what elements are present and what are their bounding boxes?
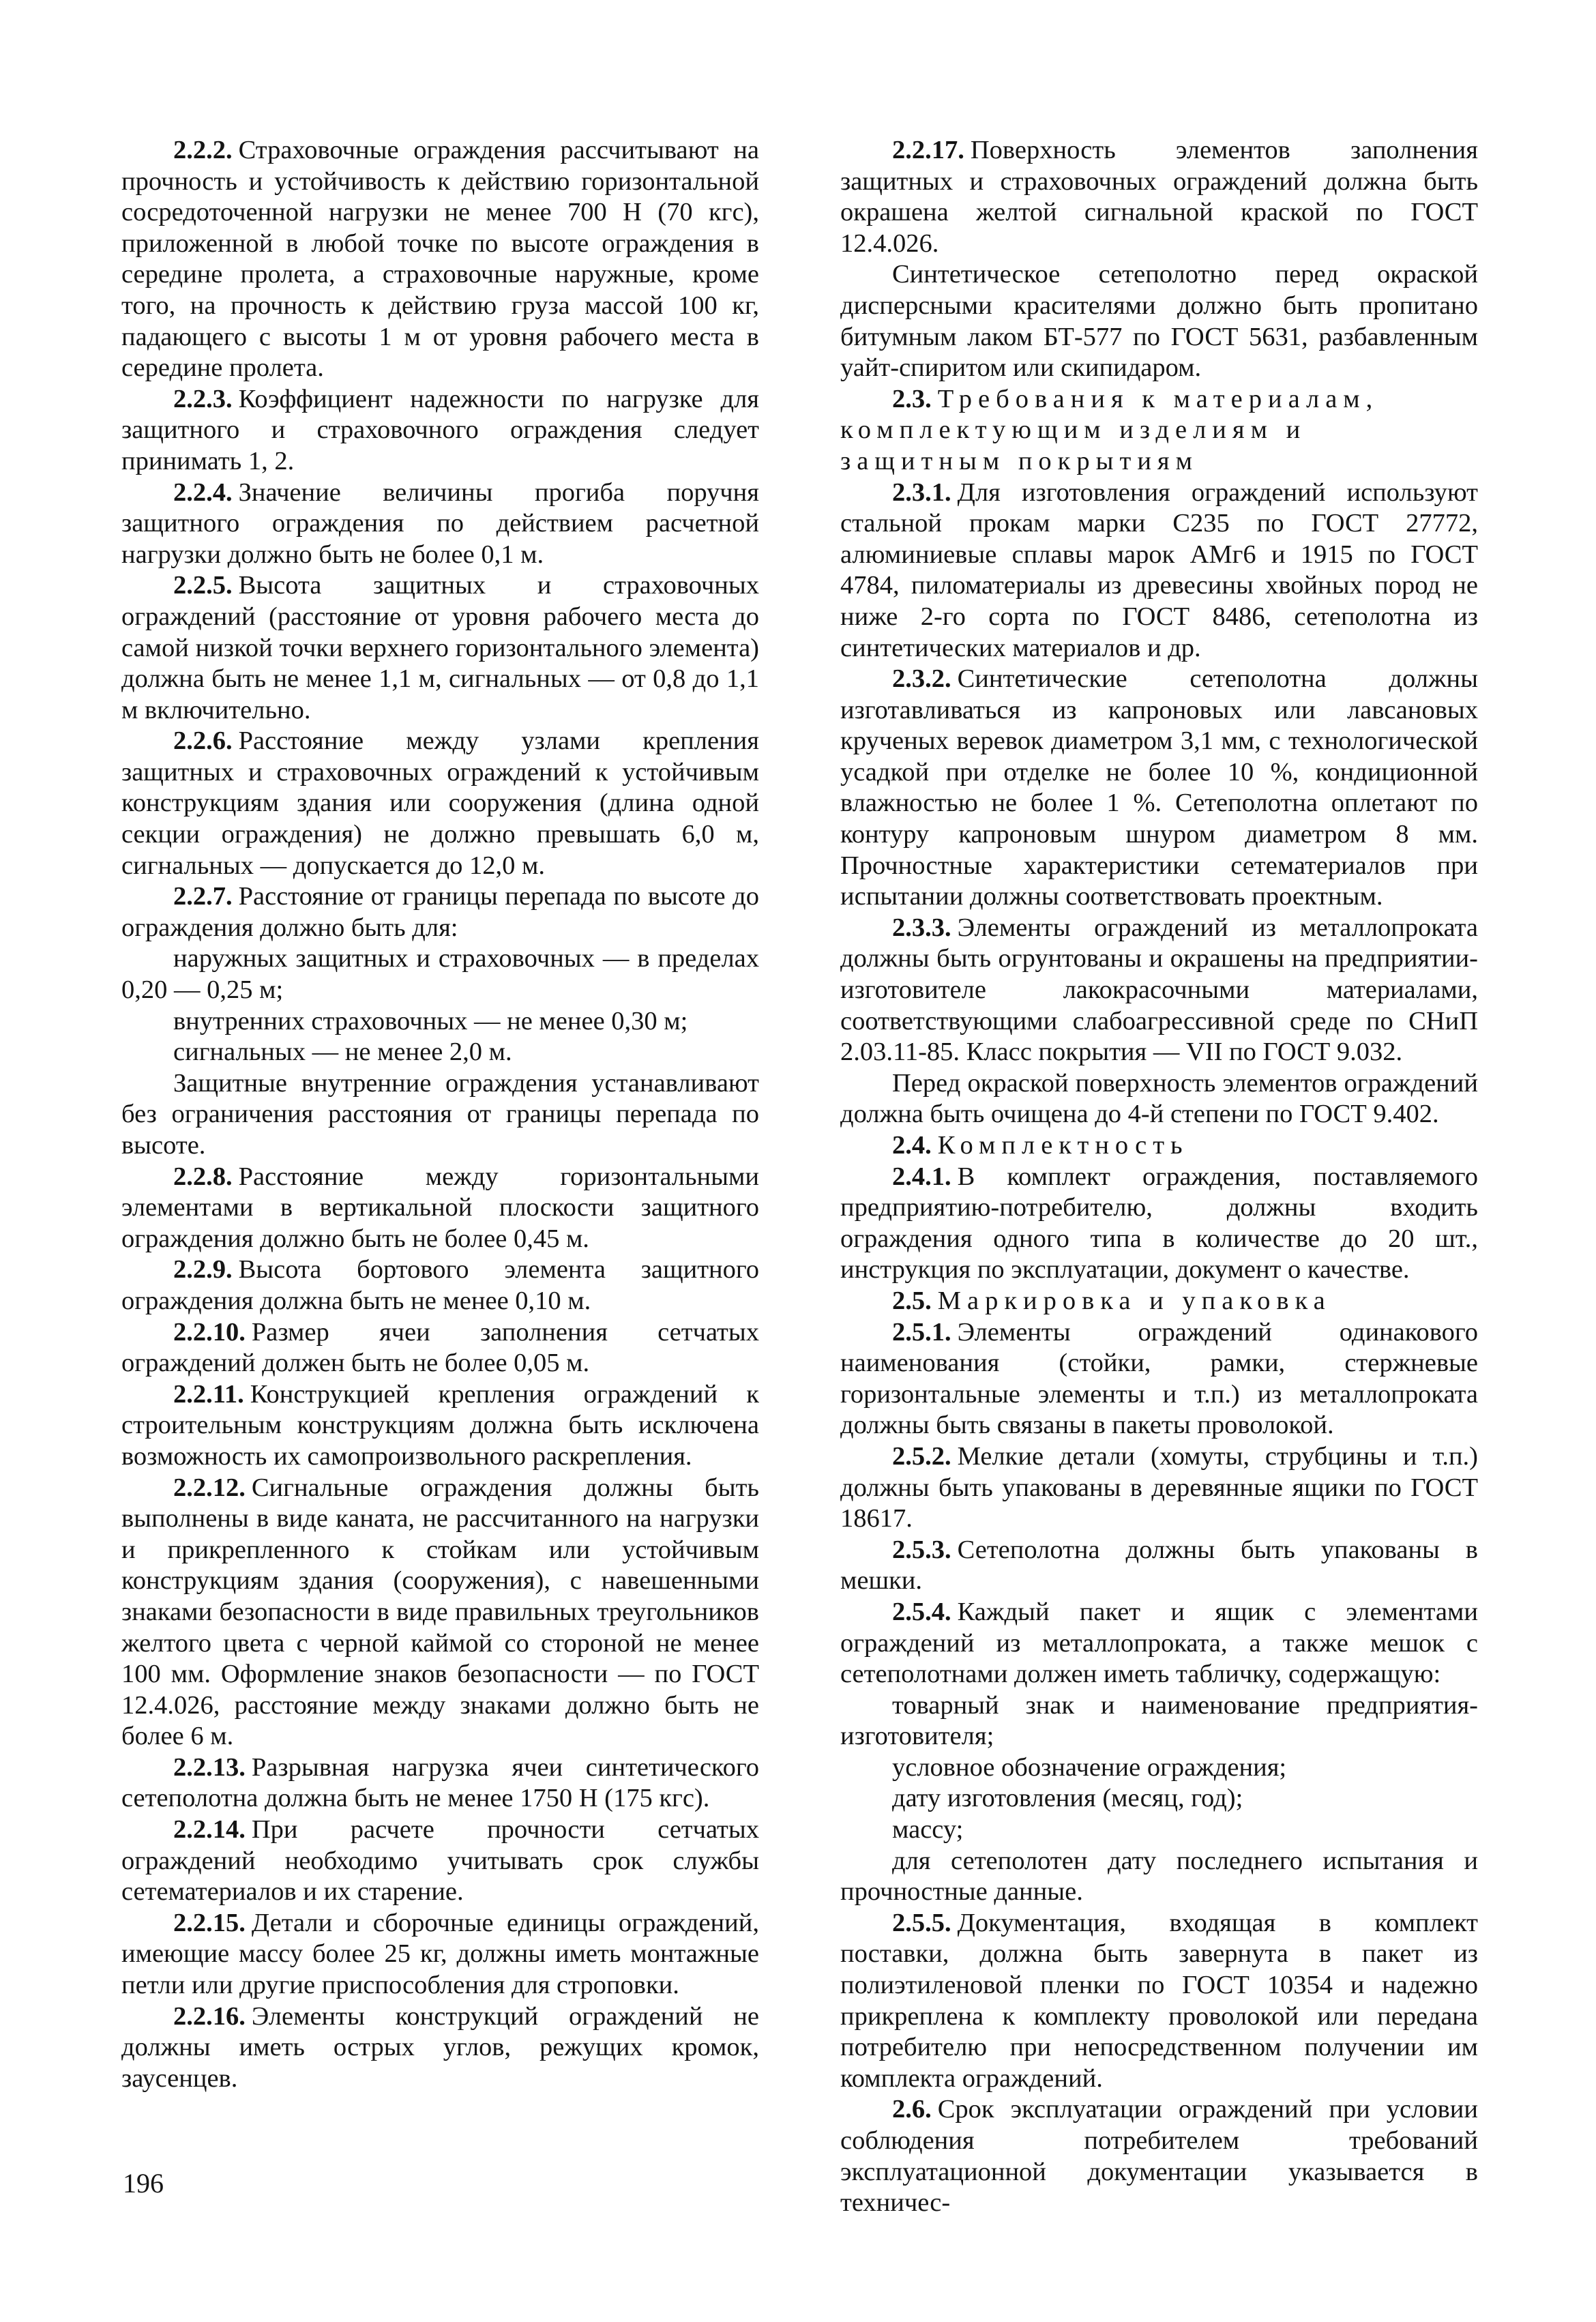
list-item-trademark: товарный знак и наименование предприятия-изготовителя; (840, 1690, 1478, 1751)
paragraph-internal-barriers: Защитные внутренние ограждения устанавливают без ограничения расстояния от границы перепада по высоте. (121, 1068, 759, 1160)
clause-2-2-7: 2.2.7. Расстояние от границы перепада по высоте до ограждения должно быть для: (121, 882, 759, 942)
clause-2-2-9: 2.2.9. Высота бортового элемента защитного ограждения должна быть не менее 0,10 м. (121, 1255, 759, 1315)
section-heading-2-4: 2.4. Комплектность (892, 1131, 1189, 1160)
clause-2-6: 2.6. Срок эксплуатации ограждений при условии соблюдения потребителем требований эксплуатационной документации указывается в техничес- (840, 2095, 1478, 2218)
clause-2-3-3: 2.3.3. Элементы ограждений из металлопроката должны быть огрунтованы и окрашены на предприятии-изготовителе лакокрасочными материалами, соответствующими слабоагрессивной среде по СНиП 2.03.11-85. Класс покрытия — VII по ГОСТ 9.032. (840, 913, 1478, 1067)
clause-2-2-12: 2.2.12. Сигнальные ограждения должны быть выполнены в виде каната, не рассчитанного на нагрузки и прикрепленного к стойкам или устойчивым конструкциям здания (сооружения), с навешенными знаками безопасности в виде правильных треугольников желтого цвета с черной каймой со стороной не менее 100 мм. Оформление знаков безопасности — по ГОСТ 12.4.026, расстояние между знаками должно быть не более 6 м. (121, 1473, 759, 1751)
right-column (840, 135, 1478, 2219)
list-item-mass: массу; (892, 1815, 964, 1845)
list-item-external: наружных защитных и страховочных — в пределах 0,20 — 0,25 м; (121, 944, 759, 1005)
list-item-internal: внутренних страховочных — не менее 0,30 м; (173, 1006, 688, 1035)
clause-2-2-15: 2.2.15. Детали и сборочные единицы ограждений, имеющие массу более 25 кг, должны иметь монтажные петли или другие приспособления для строповки. (121, 1908, 759, 2000)
clause-2-2-2: 2.2.2. Страховочные ограждения рассчитывают на прочность и устойчивость к действию горизонтальной сосредоточенной нагрузки не менее 700 Н (70 кгс), приложенной в любой точке по высоте ограждения в середине пролета, а страховочные наружные, кроме того, на прочность к действию груза массой 100 кг, падающего с высоты 1 м от уровня рабочего места в середине пролета. (121, 136, 759, 383)
paragraph-synthetic-net: Синтетическое сетеполотно перед окраской дисперсными красителями должно быть пропитано битумным лаком БТ-577 по ГОСТ 5631, разбавленным уайт-спиритом или скипидаром. (840, 260, 1478, 383)
list-item-signal: сигнальных — не менее 2,0 м. (173, 1038, 512, 1067)
clause-2-5-4: 2.5.4. Каждый пакет и ящик с элементами ограждений из металлопроката, а также мешок с сетеполотнами должен иметь табличку, содержащую: (840, 1597, 1478, 1689)
list-item-date: дату изготовления (месяц, год); (892, 1784, 1243, 1813)
clause-2-2-11: 2.2.11. Конструкцией крепления ограждений к строительным конструкциям должна быть исключена возможность их самопроизвольного раскрепления. (121, 1379, 759, 1471)
section-heading-2-5: 2.5. Маркировка и упаковка (892, 1286, 1331, 1315)
clause-2-2-4: 2.2.4. Значение величины прогиба поручня защитного ограждения по действием расчетной нагрузки должно быть не более 0,1 м. (121, 477, 759, 569)
list-item-test-date: для сетеполотен дату последнего испытания и прочностные данные. (840, 1846, 1478, 1907)
clause-2-3-1: 2.3.1. Для изготовления ограждений используют стальной прокам марки С235 по ГОСТ 27772, алюминиевые сплавы марок АМг6 и 1915 по ГОСТ 4784, пиломатериалы из древесины хвойных пород не ниже 2-го сорта по ГОСТ 8486, сетеполотна из синтетических материалов и др. (840, 477, 1478, 662)
clause-2-3-2: 2.3.2. Синтетические сетеполотна должны изготавливаться из капроновых или лавсановых крученых веревок диаметром 3,1 мм, с технологической усадкой при отделке не более 10 %, кондиционной влажностью не более 1 %. Сетеполотна оплетают по контуру капроновым шнуром диаметром 8 мм. Прочностные характеристики сетематериалов при испытании должны соответствовать проектным. (840, 664, 1478, 911)
clause-2-2-16: 2.2.16. Элементы конструкций ограждений не должны иметь острых углов, режущих кромок, заусенцев. (121, 2001, 759, 2093)
clause-2-2-8: 2.2.8. Расстояние между горизонтальными элементами в вертикальной плоскости защитного ограждения должно быть не более 0,45 м. (121, 1162, 759, 1253)
clause-2-2-10: 2.2.10. Размер ячеи заполнения сетчатых ограждений должен быть не более 0,05 м. (121, 1317, 759, 1378)
clause-2-5-2: 2.5.2. Мелкие детали (хомуты, струбцины и т.п.) должны быть упакованы в деревянные ящики по ГОСТ 18617. (840, 1441, 1478, 1533)
clause-2-2-6: 2.2.6. Расстояние между узлами крепления защитных и страховочных ограждений к устойчивым конструкциям здания или сооружения (длина одной секции ограждения) не должно превышать 6,0 м, сигнальных — допускается до 12,0 м. (121, 726, 759, 880)
list-item-designation: условное обозначение ограждения; (892, 1752, 1287, 1782)
clause-2-2-3: 2.2.3. Коэффициент надежности по нагрузке для защитного и страховочного ограждения следует принимать 1, 2. (121, 384, 759, 475)
clause-2-5-3: 2.5.3. Сетеполотна должны быть упакованы в мешки. (840, 1535, 1478, 1596)
clause-2-2-13: 2.2.13. Разрывная нагрузка ячеи синтетического сетеполотна должна быть не менее 1750 Н (175 кгс). (121, 1752, 759, 1813)
left-column (121, 135, 759, 2094)
clause-2-2-17: 2.2.17. Поверхность элементов заполнения защитных и страховочных ограждений должна быть окрашена желтой сигнальной краской по ГОСТ 12.4.026. (840, 136, 1478, 258)
clause-2-5-1: 2.5.1. Элементы ограждений одинакового наименования (стойки, рамки, стержневые горизонтальные элементы и т.п.) из металлопроката должны быть связаны в пакеты проволокой. (840, 1317, 1478, 1440)
page-number: 196 (123, 2168, 164, 2199)
clause-2-2-14: 2.2.14. При расчете прочности сетчатых ограждений необходимо учитывать срок службы сетематериалов и их старение. (121, 1815, 759, 1907)
clause-2-2-5: 2.2.5. Высота защитных и страховочных ограждений (расстояние от уровня рабочего места до самой низкой точки верхнего горизонтального элемента) должна быть не менее 1,1 м, сигнальных — от 0,8 до 1,1 м включительно. (121, 571, 759, 724)
clause-2-5-5: 2.5.5. Документация, входящая в комплект поставки, должна быть завернута в пакет из полиэтиленовой пленки по ГОСТ 10354 и надежно прикреплена к комплекту проволокой или передана потребителю при непосредственном получении им комплекта ограждений. (840, 1908, 1478, 2093)
clause-2-4-1: 2.4.1. В комплект ограждения, поставляемого предприятию-потребителю, должны входить ограждения одного типа в количестве до 20 шт., инструкция по эксплуатации, документ о качестве. (840, 1162, 1478, 1284)
section-heading-2-3: 2.3. Требования к материалам, комплектующим изделиям и защитным покрытиям (840, 384, 1379, 475)
paragraph-surface-cleaning: Перед окраской поверхность элементов ограждений должна быть очищена до 4-й степени по ГОСТ 9.402. (840, 1068, 1478, 1129)
